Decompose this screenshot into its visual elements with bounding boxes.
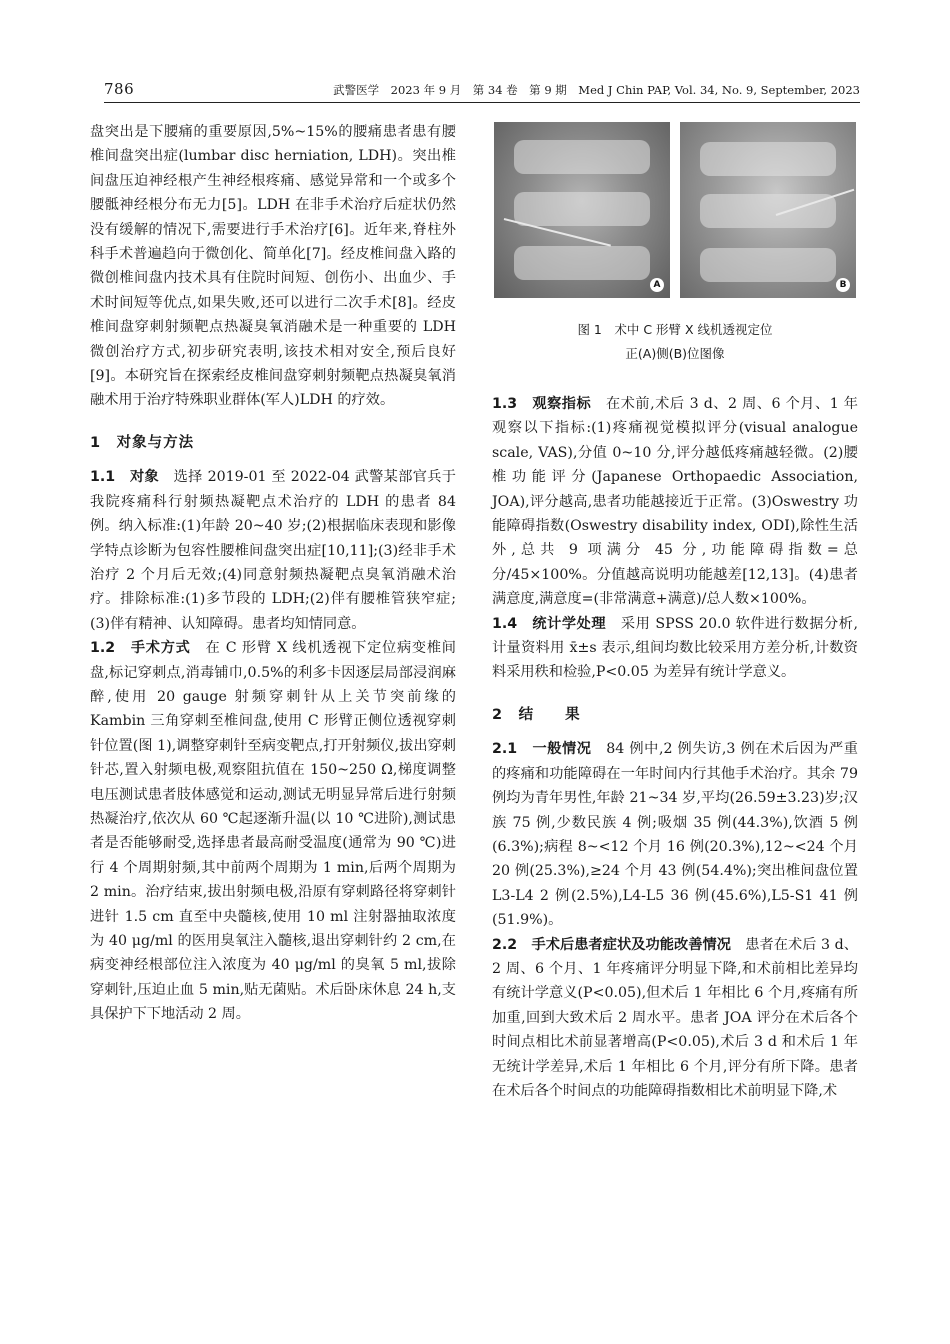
subsection-2-2-text: 患者在术后 3 d、2 周、6 个月、1 年疼痛评分明显下降,和术前相比差异均有统计学意义(P<0.05),但术后 1 年相比 6 个月,疼痛有所加重,回到大致术后 2 周水平。患者 JOA 评分在术后各个时间点相比术前显著增高(P<0.05),术后 3 d 和术后 1 年无统计学差异,术后 1 年相比 6 个月,评分有所下降。患者在术后各个时间点的功能障碍指数相比术前明显下降,术 xyxy=(492,936,858,1099)
xray-image-lateral xyxy=(680,122,856,298)
figure-caption xyxy=(492,318,858,366)
section-2-heading: 2 结 果 xyxy=(492,706,581,723)
vertebra-shape xyxy=(514,192,650,226)
figure-label-a: A xyxy=(650,278,664,292)
page-number: 786 xyxy=(104,80,135,98)
vertebra-shape xyxy=(700,142,836,176)
subsection-1-4-label: 1.4 统计学处理 xyxy=(492,615,607,632)
subsection-2-1 xyxy=(492,737,858,932)
subsection-1-1 xyxy=(90,465,456,636)
subsection-2-1-text: 84 例中,2 例失访,3 例在术后因为严重的疼痛和功能障碍在一年时间内行其他手术治疗。其余 79 例均为青年男性,年龄 21~34 岁,平均(26.59±3.23)岁;汉族 75 例,少数民族 4 例;吸烟 35 例(44.3%),饮酒 5 例(6.3%);病程 8~<12 个月 16 例(20.3%),12~<24 个月 20 例(25.3%),≥24 个月 43 例(54.4%);突出椎间盘位置 L3-L4 2 例(2.5%),L4-L5 36 例(45.6%),L5-S1 41 例(51.9%)。 xyxy=(492,741,858,929)
journal-running-title: 武警医学 2023 年 9 月 第 34 卷 第 9 期 Med J Chin PAP, Vol. 34, No. 9, September, 2023 xyxy=(333,83,860,97)
subsection-1-2-text: 在 C 形臂 X 线机透视下定位病变椎间盘,标记穿刺点,消毒铺巾,0.5%的利多卡因逐层局部浸润麻醉,使用 20 gauge 射频穿刺针从上关节突前缘的 Kambin 三角穿刺至椎间盘,使用 C 形臂正侧位透视穿刺针位置(图 1),调整穿刺针至病变靶点,打开射频仪,拔出穿刺针芯,置入射频电极,观察阻抗值在 150~250 Ω,梯度调整电压测试患者肢体感觉和运动,测试无明显异常后进行射频热凝治疗,依次从 60 ℃起逐渐升温(以 10 ℃进阶),测试患者是否能够耐受,选择患者最高耐受温度(通常为 90 ℃)进行 4 个周期射频,其中前两个周期为 1 min,后两个周期为 2 min。治疗结束,拔出射频电极,沿原有穿刺路径将穿刺针进针 1.5 cm 直至中央髓核,使用 10 ml 注射器抽取浓度为 40 μg/ml 的医用臭氧注入髓核,退出穿刺针约 2 cm,在病变神经根部位注入浓度为 40 μg/ml 的臭氧 5 ml,拔除穿刺针,压迫止血 5 min,贴无菌贴。术后卧床休息 24 h,支具保护下下地活动 2 周。 xyxy=(90,640,456,1023)
page-header xyxy=(104,80,860,103)
vertebra-shape xyxy=(514,246,650,280)
subsection-1-3 xyxy=(492,392,858,612)
subsection-1-4-text: 采用 SPSS 20.0 软件进行数据分析,计量资料用 x̄±s 表示,组间均数比较采用方差分析,计数资料采用秩和检验,P<0.05 为差异有统计学意义。 xyxy=(492,615,858,681)
vertebra-shape xyxy=(514,140,650,174)
vertebra-shape xyxy=(700,194,836,228)
subsection-1-2 xyxy=(90,636,456,1027)
figure-label-b: B xyxy=(836,278,850,292)
left-column xyxy=(90,120,456,1027)
section-1-heading: 1 对象与方法 xyxy=(90,434,195,451)
subsection-1-2-label: 1.2 手术方式 xyxy=(90,640,191,657)
subsection-1-1-label: 1.1 对象 xyxy=(90,469,160,486)
subsection-2-2 xyxy=(492,933,858,1104)
subsection-1-1-text: 选择 2019-01 至 2022-04 武警某部官兵于我院疼痛科行射频热凝靶点术治疗的 LDH 的患者 84 例。纳入标准:(1)年龄 20~40 岁;(2)根据临床表现和影像学特点诊断为包容性腰椎间盘突出症[10,11];(3)经非手术治疗 2 个月后无效;(4)同意射频热凝靶点臭氧消融术治疗。排除标准:(1)多节段的 LDH;(2)伴有腰椎管狭窄症;(3)伴有精神、认知障碍。患者均知情同意。 xyxy=(90,469,456,632)
xray-image-ap xyxy=(494,122,670,298)
caption-line-2: 正(A)侧(B)位图像 xyxy=(625,346,725,361)
subsection-2-1-label: 2.1 一般情况 xyxy=(492,741,592,758)
vertebra-shape xyxy=(700,248,836,282)
right-column xyxy=(492,392,858,1103)
subsection-1-3-text: 在术前,术后 3 d、2 周、6 个月、1 年观察以下指标:(1)疼痛视觉模拟评分(visual analogue scale, VAS),分值 0~10 分,评分越低疼痛越轻微。(2)腰椎功能评分(Japanese Orthopaedic Association, JOA),评分越高,患者功能越接近于正常。(3)Oswestry 功能障碍指数(Oswestry disability index, ODI),除性生活外,总共 9 项满分 45 分,功能障碍指数=总分/45×100%。分值越高说明功能越差[12,13]。(4)患者满意度,满意度=(非常满意+满意)/总人数×100%。 xyxy=(492,396,858,608)
intro-paragraph: 盘突出是下腰痛的重要原因,5%~15%的腰痛患者患有腰椎间盘突出症(lumbar disc herniation, LDH)。突出椎间盘压迫神经根产生神经根疼痛、感觉异常和一个或多个腰骶神经根分布无力[5]。LDH 在非手术治疗后症状仍然没有缓解的情况下,需要进行手术治疗[6]。近年来,脊柱外科手术普遍趋向于微创化、简单化[7]。经皮椎间盘入路的微创椎间盘内技术具有住院时间短、创伤小、出血少、手术时间短等优点,如果失败,还可以进行二次手术[8]。经皮椎间盘穿刺射频靶点热凝臭氧消融术是一种重要的 LDH 微创治疗方式,初步研究表明,该技术相对安全,预后良好[9]。本研究旨在探索经皮椎间盘穿刺射频靶点热凝臭氧消融术用于治疗特殊职业群体(军人)LDH 的疗效。 xyxy=(90,124,456,409)
subsection-1-4 xyxy=(492,612,858,685)
subsection-1-3-label: 1.3 观察指标 xyxy=(492,396,592,412)
subsection-2-2-label: 2.2 手术后患者症状及功能改善情况 xyxy=(492,936,731,953)
caption-line-1: 图 1 术中 C 形臂 X 线机透视定位 xyxy=(577,322,773,337)
